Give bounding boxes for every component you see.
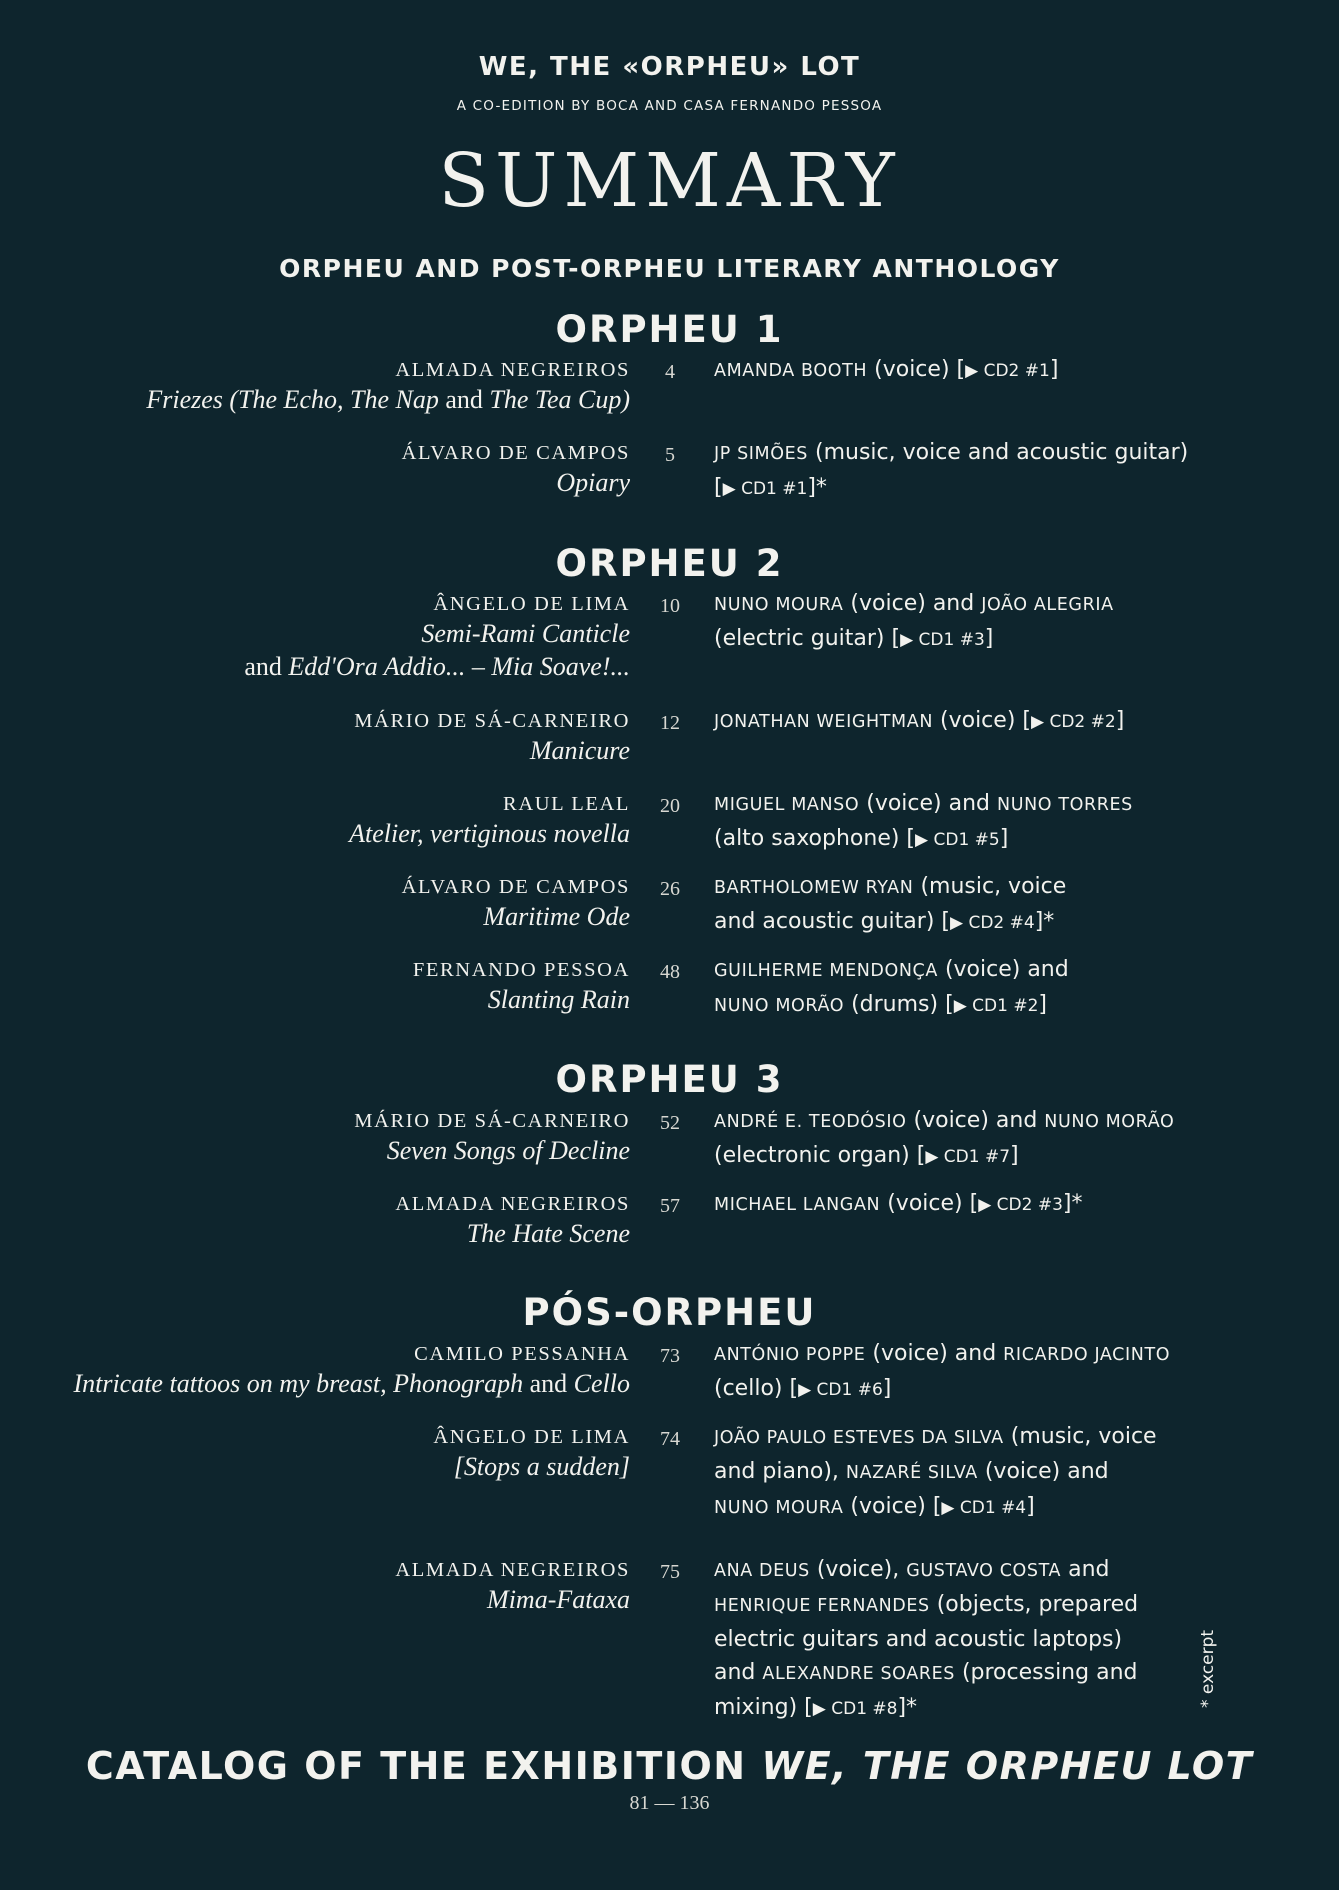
anthology-heading: ORPHEU AND POST-ORPHEU LITERARY ANTHOLOGY: [279, 254, 1060, 283]
page-number: 52: [660, 1112, 680, 1134]
work-title: Opiary: [556, 468, 630, 497]
author: ÂNGELO DE LIMA: [433, 593, 630, 615]
work-title: Semi-Rami Canticle and Edd'Ora Addio... – Mia Soave!...: [244, 619, 630, 681]
author: FERNANDO PESSOA: [412, 959, 630, 981]
performers: ANTÓNIO POPPE (voice) and RICARDO JACINTO (cello) [▶ CD1 #6]: [714, 1341, 1171, 1401]
author: ALMADA NEGREIROS: [395, 1193, 630, 1215]
work-title: Atelier, vertiginous novella: [349, 819, 630, 848]
performers: ANDRÉ E. TEODÓSIO (voice) and NUNO MORÃO (electronic organ) [▶ CD1 #7]: [714, 1108, 1175, 1168]
work-title: Seven Songs of Decline: [386, 1136, 630, 1165]
performers: GUILHERME MENDONÇA (voice) and NUNO MORÃO (drums) [▶ CD1 #2]: [714, 957, 1069, 1017]
page-number: 74: [660, 1428, 680, 1450]
section-title-pos-orpheu: PÓS-ORPHEU: [522, 1291, 817, 1334]
author: MÁRIO DE SÁ-CARNEIRO: [354, 710, 630, 732]
brand-subtitle: A CO-EDITION BY BOCA AND CASA FERNANDO PESSOA: [456, 98, 883, 114]
performers: AMANDA BOOTH (voice) [▶ CD2 #1]: [714, 357, 1059, 382]
performers: MICHAEL LANGAN (voice) [▶ CD2 #3]*: [714, 1191, 1083, 1216]
page-number: 57: [660, 1195, 680, 1217]
page-number: 75: [660, 1561, 680, 1583]
page-number: 5: [665, 444, 675, 466]
author: ALMADA NEGREIROS: [395, 359, 630, 381]
performers: BARTHOLOMEW RYAN (music, voice and acoustic guitar) [▶ CD2 #4]*: [714, 874, 1067, 934]
catalog-pages: 81 — 136: [629, 1792, 710, 1814]
section-title-orpheu-2: ORPHEU 2: [555, 542, 784, 585]
catalog-heading: CATALOG OF THE EXHIBITION WE, THE ORPHEU LOT: [85, 1744, 1254, 1788]
page-number: 20: [660, 795, 680, 817]
performers: JONATHAN WEIGHTMAN (voice) [▶ CD2 #2]: [714, 708, 1125, 733]
work-title: Friezes (The Echo, The Nap and The Tea Cup): [146, 385, 630, 414]
author: MÁRIO DE SÁ-CARNEIRO: [354, 1110, 630, 1132]
work-title: Manicure: [529, 736, 630, 765]
author: ÁLVARO DE CAMPOS: [401, 442, 630, 464]
performers: MIGUEL MANSO (voice) and NUNO TORRES (alto saxophone) [▶ CD1 #5]: [714, 791, 1133, 851]
author: ÁLVARO DE CAMPOS: [401, 876, 630, 898]
page-number: 73: [660, 1345, 680, 1367]
performers: ANA DEUS (voice), GUSTAVO COSTA and HENRIQUE FERNANDES (objects, prepared electric guitars and acoustic laptops) and ALEXANDRE SOARES (processing and mixing) [▶ CD1 #8]*: [714, 1557, 1139, 1720]
page-number: 48: [660, 961, 680, 983]
author: CAMILO PESSANHA: [414, 1343, 630, 1365]
work-title: [Stops a sudden]: [453, 1452, 630, 1481]
performers: JOÃO PAULO ESTEVES DA SILVA (music, voice and piano), NAZARÉ SILVA (voice) and NUNO MOURA (voice) [▶ CD1 #4]: [714, 1424, 1157, 1519]
page-title: SUMMARY: [438, 138, 901, 224]
work-title: Maritime Ode: [483, 902, 630, 931]
author: ALMADA NEGREIROS: [395, 1559, 630, 1581]
page-number: 26: [660, 878, 680, 900]
author: ÂNGELO DE LIMA: [433, 1426, 630, 1448]
work-title: The Hate Scene: [466, 1219, 630, 1248]
work-title: Intricate tattoos on my breast, Phonograph and Cello: [73, 1369, 630, 1398]
work-title: Slanting Rain: [487, 985, 630, 1014]
work-title: Mima-Fataxa: [487, 1585, 630, 1614]
author: RAUL LEAL: [503, 793, 630, 815]
excerpt-footnote: * excerpt: [1198, 1629, 1218, 1708]
page-number: 4: [665, 361, 675, 383]
page-number: 12: [660, 712, 680, 734]
performers: JP SIMÕES (music, voice and acoustic guitar) [▶ CD1 #1]*: [714, 440, 1189, 500]
section-title-orpheu-3: ORPHEU 3: [555, 1058, 784, 1101]
page-number: 10: [660, 595, 680, 617]
performers: NUNO MOURA (voice) and JOÃO ALEGRIA (electric guitar) [▶ CD1 #3]: [714, 591, 1114, 651]
brand-title: WE, THE «ORPHEU» LOT: [478, 52, 861, 82]
section-title-orpheu-1: ORPHEU 1: [555, 308, 784, 351]
